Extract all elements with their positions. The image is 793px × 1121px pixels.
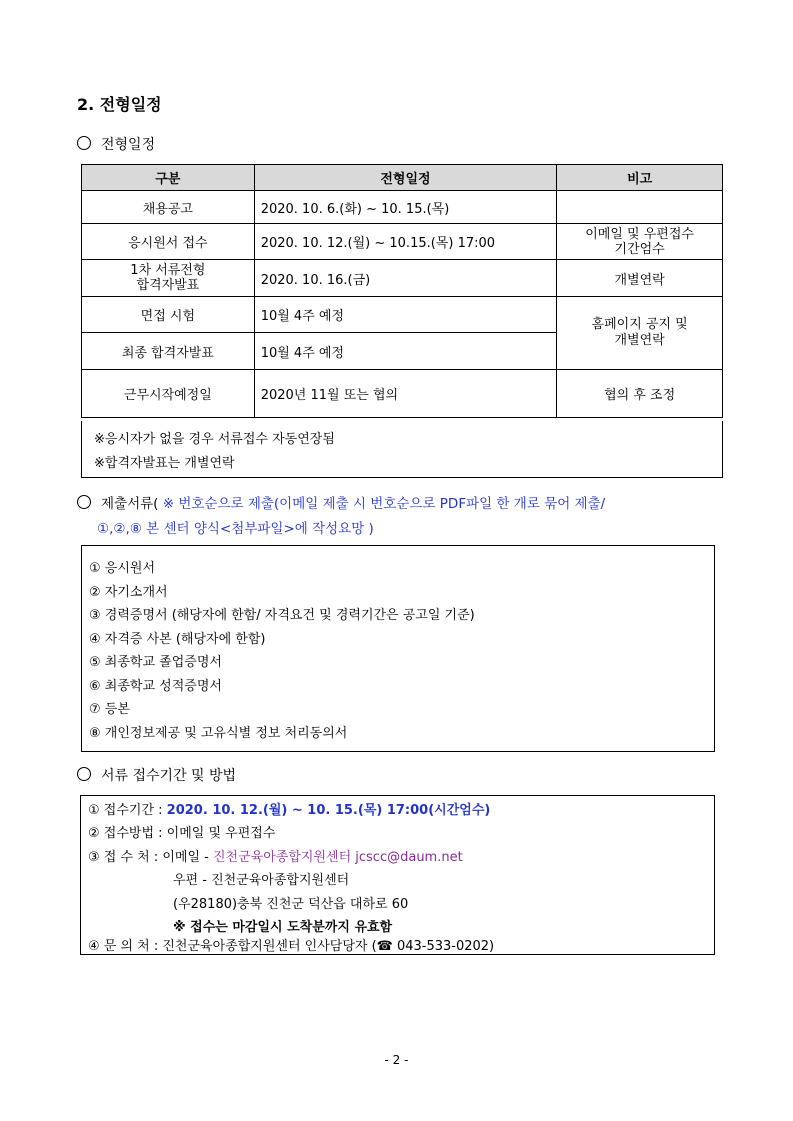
subsection-schedule-label: 전형일정 (101, 137, 156, 153)
subsection-documents (77, 492, 605, 512)
documents-note: ※ 번호순으로 제출(이메일 제출 시 번호순으로 PDF파일 한 개로 묶어 제출/ (158, 496, 606, 512)
row-note-line: 개별연락 (614, 333, 665, 348)
subsection-documents-label: 제출서류( (101, 496, 159, 512)
header-category: 구분 (82, 165, 255, 191)
row-item: 최종 합격자발표 (82, 333, 255, 370)
submission-contact: ④ 문 의 처 : 진천군육아종합지원센터 인사담당자 (☎ 043-533-0202) (88, 939, 495, 954)
list-item: ③ 경력증명서 (해당자에 한함/ 자격요건 및 경력기간은 공고일 기준) (89, 608, 475, 623)
header-remarks: 비고 (557, 165, 723, 191)
row-note: 협의 후 조정 (557, 370, 723, 418)
table-row (82, 224, 723, 260)
row-item-line: 1차 서류전형 (130, 263, 206, 278)
row-note: 개별연락 (557, 260, 723, 297)
row-note-line: 홈페이지 공지 및 (591, 317, 688, 332)
submission-notice: ※ 접수는 마감일시 도착분까지 유효함 (173, 920, 393, 935)
header-schedule: 전형일정 (254, 165, 557, 191)
table-footnotes (81, 421, 723, 478)
documents-list (81, 545, 715, 752)
subsection-submission (77, 765, 236, 785)
row-date: 2020년 11월 또는 협의 (254, 370, 557, 418)
submission-box (80, 795, 715, 955)
circle-bullet-icon (77, 495, 91, 509)
row-item: 응시원서 접수 (82, 224, 255, 260)
row-date: 10월 4주 예정 (254, 297, 557, 333)
subsection-schedule (77, 134, 155, 154)
place-email: 진천군육아종합지원센터 jcscc@daum.net (213, 850, 463, 865)
row-date: 2020. 10. 6.(화) ~ 10. 15.(목) (254, 191, 557, 224)
period-value: 2020. 10. 12.(월) ~ 10. 15.(목) 17:00(시간엄수) (166, 803, 491, 818)
list-item: ① 응시원서 (89, 561, 156, 576)
section-title: 2. 전형일정 (77, 95, 162, 114)
row-item (82, 260, 255, 297)
row-item: 면접 시험 (82, 297, 255, 333)
place-label: ③ 접 수 처 : 이메일 - (88, 850, 213, 865)
row-date: 2020. 10. 16.(금) (254, 260, 557, 297)
submission-place (88, 846, 463, 865)
table-row (82, 260, 723, 297)
circle-bullet-icon (77, 136, 91, 150)
row-note (557, 191, 723, 224)
table-header-row (82, 165, 723, 191)
row-note-line: 이메일 및 우편접수 (585, 226, 694, 242)
submission-address: (우28180)충북 진천군 덕산읍 대하로 60 (173, 897, 409, 912)
table-row (82, 191, 723, 224)
period-label: ① 접수기간 : (88, 803, 167, 818)
list-item: ② 자기소개서 (89, 585, 168, 600)
submission-post: 우편 - 진천군육아종합지원센터 (173, 873, 350, 888)
row-item-line: 합격자발표 (136, 278, 200, 293)
row-note-line: 기간엄수 (614, 241, 665, 257)
circle-bullet-icon (77, 767, 91, 781)
table-row (82, 297, 723, 333)
list-item: ④ 자격증 사본 (해당자에 한함) (89, 632, 266, 647)
list-item: ⑧ 개인정보제공 및 고유식별 정보 처리동의서 (89, 726, 348, 741)
page-number: - 2 - (384, 1053, 409, 1067)
subsection-submission-label: 서류 접수기간 및 방법 (101, 768, 237, 784)
schedule-table (81, 164, 723, 418)
row-note (557, 224, 723, 260)
list-item: ⑦ 등본 (89, 702, 130, 717)
documents-note-cont: ①,②,⑧ 본 센터 양식<첨부파일>에 작성요망 ) (97, 521, 374, 537)
row-date: 10월 4주 예정 (254, 333, 557, 370)
submission-method: ② 접수방법 : 이메일 및 우편접수 (88, 826, 276, 841)
row-item: 근무시작예정일 (82, 370, 255, 418)
table-row (82, 370, 723, 418)
list-item: ⑤ 최종학교 졸업증명서 (89, 655, 222, 670)
row-note (557, 297, 723, 370)
submission-period (88, 799, 490, 818)
list-item: ⑥ 최종학교 성적증명서 (89, 679, 222, 694)
row-item: 채용공고 (82, 191, 255, 224)
footnote: ※응시자가 없을 경우 서류접수 자동연장됨 (94, 432, 335, 447)
row-date: 2020. 10. 12.(월) ~ 10.15.(목) 17:00 (254, 224, 557, 260)
footnote: ※합격자발표는 개별연락 (94, 456, 235, 471)
